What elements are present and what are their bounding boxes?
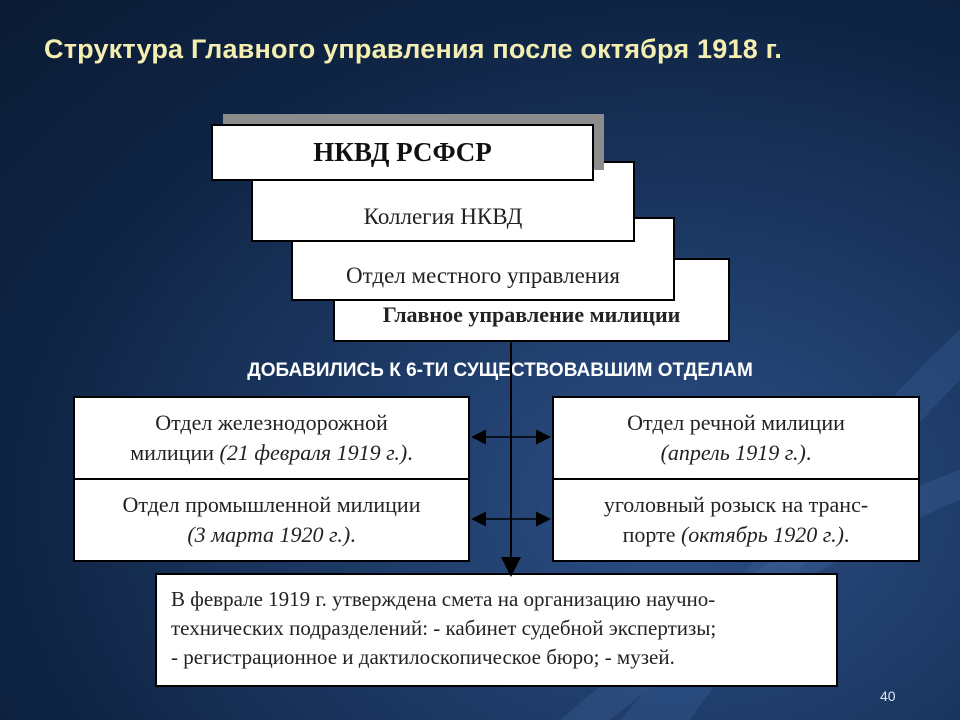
dept-transport-criminal-investigation [552, 478, 920, 562]
dept-industrial-line1: Отдел промышленной милиции [122, 492, 421, 517]
dept-railway-militia [73, 396, 470, 480]
nkvd-label: НКВД РСФСР [313, 137, 492, 167]
dept-river-line1: Отдел речной милиции [627, 410, 845, 435]
dept-railway-line2: милиции (21 февраля 1919 г.). [130, 440, 413, 465]
kollegiya-label: Коллегия НКВД [363, 204, 523, 229]
budget-note-line2: технических подразделений: - кабинет судебной экспертизы; [171, 616, 717, 640]
dept-industrial-militia [73, 478, 470, 562]
dept-transport-line1: уголовный розыск на транс- [603, 492, 869, 517]
nkvd-box [211, 124, 594, 181]
budget-note-box [155, 573, 838, 687]
page-title: Структура Главного управления после октября 1918 г. [44, 34, 783, 64]
dept-industrial-line2: (3 марта 1920 г.). [187, 522, 356, 547]
budget-note-line1: В феврале 1919 г. утверждена смета на организацию научно- [171, 587, 716, 611]
glavnoe-upravlenie-label: Главное управление милиции [382, 302, 681, 327]
budget-note-line3: - регистрационное и дактилоскопическое бюро; - музей. [171, 645, 675, 669]
added-departments-label: ДОБАВИЛИСЬ К 6-ТИ СУЩЕСТВОВАВШИМ ОТДЕЛАМ [247, 360, 753, 381]
dept-railway-line1: Отдел железнодорожной [155, 410, 388, 435]
dept-transport-line2: порте (октябрь 1920 г.). [622, 522, 850, 547]
dept-river-line2: (апрель 1919 г.). [660, 440, 812, 465]
dept-river-militia [552, 396, 920, 480]
otdel-mestnogo-label: Отдел местного управления [346, 263, 620, 288]
page-number: 40 [880, 688, 896, 704]
